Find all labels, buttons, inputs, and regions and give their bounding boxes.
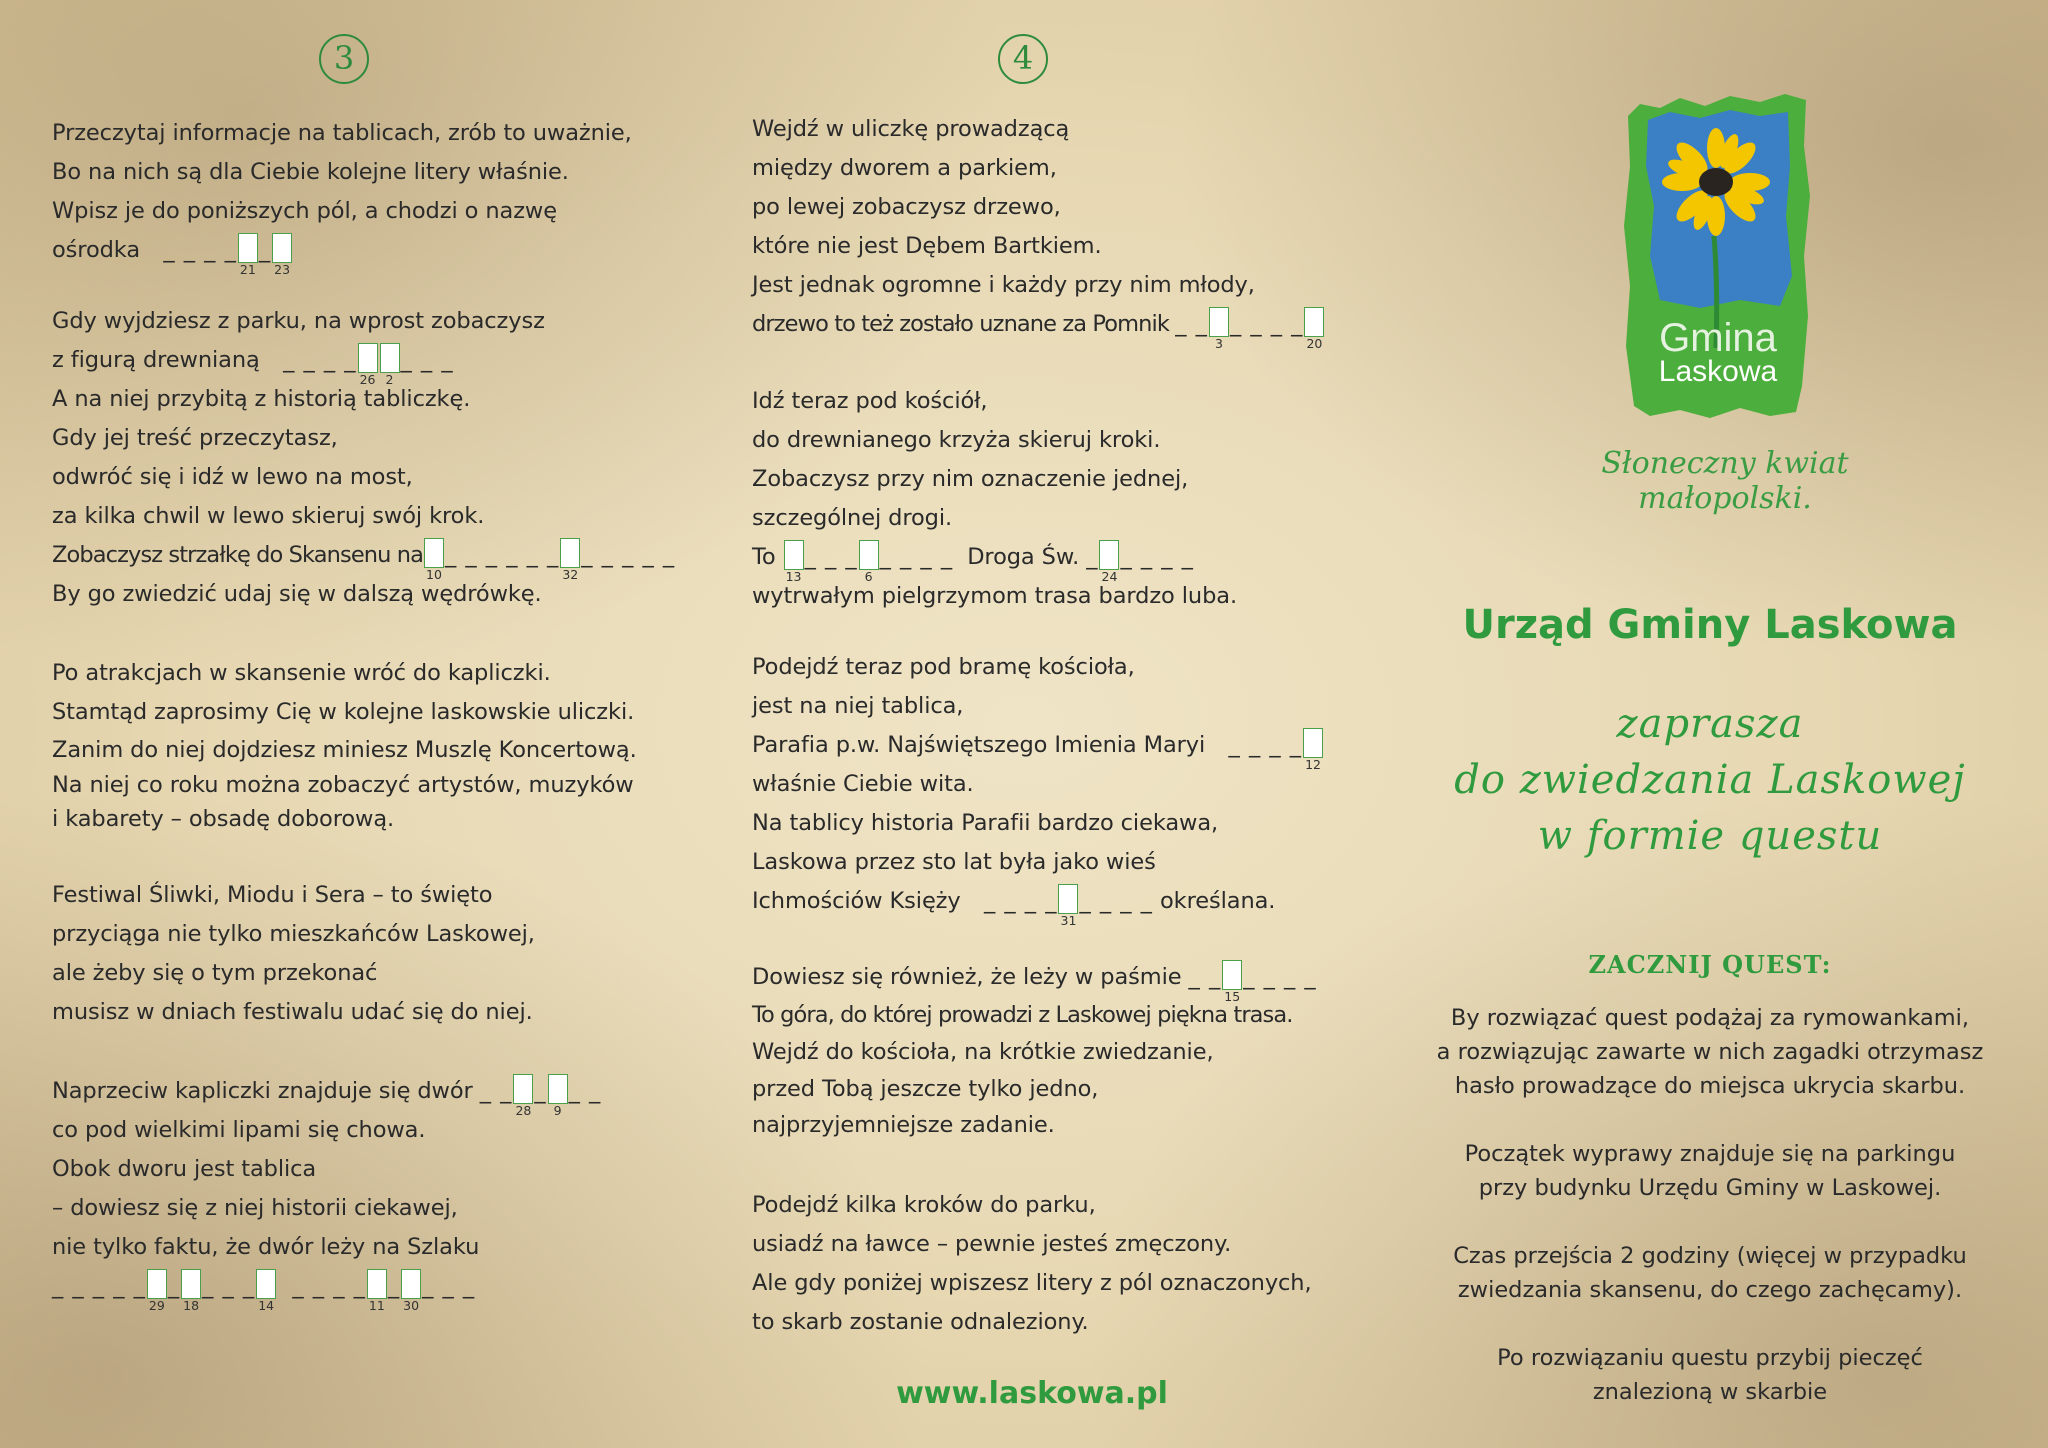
- puzzle-line-szlak: _ _ _ _ _ 29 _ 18 _ _ _ 14 _ _ _ _ 11 _ 30 _ _ _: [52, 1267, 601, 1306]
- verse-line: Wejdź do kościoła, na krótkie zwiedzanie,: [752, 1039, 1214, 1065]
- website-link[interactable]: www.laskowa.pl: [896, 1376, 1168, 1411]
- invite-text: zaprasza do zwiedzania Laskowej w formie questu: [1454, 701, 1966, 859]
- stanza-skansen: [52, 654, 637, 836]
- stanza-intro: [52, 114, 632, 277]
- verse-line: musisz w dniach festiwalu udać się do niej.: [52, 999, 533, 1025]
- letter-box[interactable]: 26: [358, 343, 378, 373]
- verse-line: Podejdź teraz pod bramę kościoła,: [752, 654, 1135, 680]
- verse-line: Podejdź kilka kroków do parku,: [752, 1192, 1096, 1218]
- letter-box[interactable]: 11: [367, 1269, 387, 1299]
- letter-box[interactable]: 24: [1099, 540, 1119, 570]
- verse-line: Wpisz je do poniższych pól, a chodzi o nazwę: [52, 198, 557, 224]
- letter-box[interactable]: 6: [859, 540, 879, 570]
- gmina-laskowa-logo: [1620, 86, 1816, 426]
- stanza-figura: [52, 302, 675, 614]
- verse-line: szczególnej drogi.: [752, 505, 953, 531]
- letter-box[interactable]: 32: [560, 538, 580, 568]
- verse-line: Bo na nich są dla Ciebie kolejne litery właśnie.: [52, 159, 569, 185]
- stanza-park: [752, 1186, 1312, 1342]
- letter-box[interactable]: 18: [181, 1269, 201, 1299]
- letter-box[interactable]: 10: [424, 538, 444, 568]
- tagline: Słoneczny kwiat małopolski.: [1601, 446, 1849, 516]
- letter-box[interactable]: 14: [256, 1269, 276, 1299]
- verse-line: Ale gdy poniżej wpiszesz litery z pól oznaczonych,: [752, 1270, 1312, 1296]
- verse-line: Zanim do niej dojdziesz miniesz Muszlę Koncertową.: [52, 737, 637, 763]
- page-title: Urząd Gminy Laskowa: [1462, 602, 1958, 648]
- stanza-dwor: [52, 1072, 602, 1313]
- puzzle-line-pomnik: drzewo to też zostało uznane za Pomnik _ _ 3 _ _ _ _ 20: [752, 305, 1325, 344]
- verse-line: przed Tobą jeszcze tylko jedno,: [752, 1076, 1099, 1102]
- stanza-pasmo: [752, 958, 1317, 1142]
- letter-box[interactable]: 12: [1303, 728, 1323, 758]
- verse-line: Idź teraz pod kościół,: [752, 388, 988, 414]
- verse-line: Laskowa przez sto lat była jako wieś: [752, 849, 1156, 875]
- puzzle-line-dwor: Naprzeciw kapliczki znajduje się dwór _ _ 28 _ 9 _ _: [52, 1072, 601, 1111]
- verse-line: które nie jest Dębem Bartkiem.: [752, 233, 1102, 259]
- letter-box[interactable]: 21: [238, 233, 258, 263]
- letter-box[interactable]: 28: [513, 1074, 533, 1104]
- verse-line: Stamtąd zaprosimy Cię w kolejne laskowskie uliczki.: [52, 699, 635, 725]
- duration-info: Czas przejścia 2 godziny (więcej w przypadku zwiedzania skansenu, do czego zachęcamy).: [1453, 1243, 1967, 1303]
- puzzle-line-pasmo: Dowiesz się również, że leży w paśmie _ _ 15 _ _ _ _: [752, 958, 1317, 997]
- logo-word-gmina: Gmina: [1659, 316, 1777, 360]
- start-location: Początek wyprawy znajduje się na parkingu przy budynku Urzędu Gminy w Laskowej.: [1464, 1141, 1956, 1201]
- stanza-brama: [752, 648, 1324, 928]
- verse-line: co pod wielkimi lipami się chowa.: [52, 1117, 426, 1143]
- verse-line: Festiwal Śliwki, Miodu i Sera – to święto: [52, 882, 493, 908]
- verse-line: To góra, do której prowadzi z Laskowej piękna trasa.: [752, 1002, 1293, 1028]
- panel-number-badge: 4: [998, 34, 1048, 84]
- verse-line: Po atrakcjach w skansenie wróć do kapliczki.: [52, 660, 551, 686]
- puzzle-line-ichmosciow: Ichmościów Księży _ _ _ _ 31 _ _ _ _ określana.: [752, 882, 1324, 921]
- verse-line: Jest jednak ogromne i każdy przy nim młody,: [752, 272, 1255, 298]
- letter-box[interactable]: 31: [1058, 884, 1078, 914]
- letter-box[interactable]: 23: [272, 233, 292, 263]
- verse-line: By go zwiedzić udaj się w dalszą wędrówkę.: [52, 581, 542, 607]
- puzzle-line-droga: To 13 _ _ _ 6 _ _ _ _ Droga Św. _ 24 _ _ _ _: [752, 538, 1237, 577]
- verse-line: A na niej przybitą z historią tabliczkę.: [52, 386, 471, 412]
- puzzle-line-osrodka: ośrodka _ _ _ _ 21 _ 23: [52, 231, 632, 270]
- verse-line: za kilka chwil w lewo skieruj swój krok.: [52, 503, 485, 529]
- letter-box[interactable]: 2: [380, 343, 400, 373]
- stamp-info: Po rozwiązaniu questu przybij pieczęć znalezioną w skarbie: [1497, 1345, 1923, 1405]
- stanza-drzewo: [752, 110, 1325, 351]
- verse-line: przyciąga nie tylko mieszkańców Laskowej,: [52, 921, 535, 947]
- verse-line: Na niej co roku można zobaczyć artystów, muzyków: [52, 772, 634, 798]
- puzzle-line-parafia: Parafia p.w. Najświętszego Imienia Maryi _ _ _ _ 12: [752, 726, 1324, 765]
- verse-line: najprzyjemniejsze zadanie.: [752, 1112, 1055, 1138]
- panel-number-badge: 3: [319, 34, 369, 84]
- quest-instructions: By rozwiązać quest podążaj za rymowankami, a rozwiązując zawarte w nich zagadki otrzymasz hasło prowadzące do miejsca ukrycia skarbu.: [1436, 1005, 1984, 1099]
- verse-line: nie tylko faktu, że dwór leży na Szlaku: [52, 1234, 480, 1260]
- verse-line: Gdy wyjdziesz z parku, na wprost zobaczysz: [52, 308, 545, 334]
- verse-line: usiadź na ławce – pewnie jesteś zmęczony.: [752, 1231, 1232, 1257]
- letter-box[interactable]: 13: [784, 540, 804, 570]
- stanza-krzyz: [752, 382, 1237, 616]
- puzzle-line-figura: z figurą drewnianą _ _ _ _ 26 2 _ _ _: [52, 341, 675, 380]
- verse-line: – dowiesz się z niej historii ciekawej,: [52, 1195, 458, 1221]
- logo-word-laskowa: Laskowa: [1658, 355, 1778, 388]
- verse-line: ale żeby się o tym przekonać: [52, 960, 378, 986]
- letter-box[interactable]: 9: [548, 1074, 568, 1104]
- verse-line: Na tablicy historia Parafii bardzo ciekawa,: [752, 810, 1219, 836]
- verse-line: Obok dworu jest tablica: [52, 1156, 317, 1182]
- verse-line: po lewej zobaczysz drzewo,: [752, 194, 1061, 220]
- verse-line: Przeczytaj informacje na tablicach, zrób to uważnie,: [52, 120, 632, 146]
- verse-line: odwróć się i idź w lewo na most,: [52, 464, 413, 490]
- letter-box[interactable]: 15: [1222, 960, 1242, 990]
- letter-box[interactable]: 3: [1209, 307, 1229, 337]
- verse-line: Zobaczysz przy nim oznaczenie jednej,: [752, 466, 1189, 492]
- letter-box[interactable]: 29: [147, 1269, 167, 1299]
- verse-line: właśnie Ciebie wita.: [752, 771, 974, 797]
- verse-line: między dworem a parkiem,: [752, 155, 1057, 181]
- verse-line: jest na niej tablica,: [752, 693, 964, 719]
- letter-box[interactable]: 30: [401, 1269, 421, 1299]
- stanza-festiwal: [52, 876, 535, 1032]
- verse-line: i kabarety – obsadę doborową.: [52, 806, 395, 832]
- verse-line: Gdy jej treść przeczytasz,: [52, 425, 338, 451]
- puzzle-line-strzalka: Zobaczysz strzałkę do Skansenu na 10 _ _ _ _ _ _ 32 _ _ _ _ _: [52, 536, 675, 575]
- letter-box[interactable]: 20: [1304, 307, 1324, 337]
- verse-line: wytrwałym pielgrzymom trasa bardzo luba.: [752, 583, 1237, 609]
- verse-line: do drewnianego krzyża skieruj kroki.: [752, 427, 1161, 453]
- quest-heading: ZACZNIJ QUEST:: [1588, 950, 1832, 979]
- verse-line: to skarb zostanie odnaleziony.: [752, 1309, 1089, 1335]
- verse-line: Wejdź w uliczkę prowadzącą: [752, 116, 1070, 142]
